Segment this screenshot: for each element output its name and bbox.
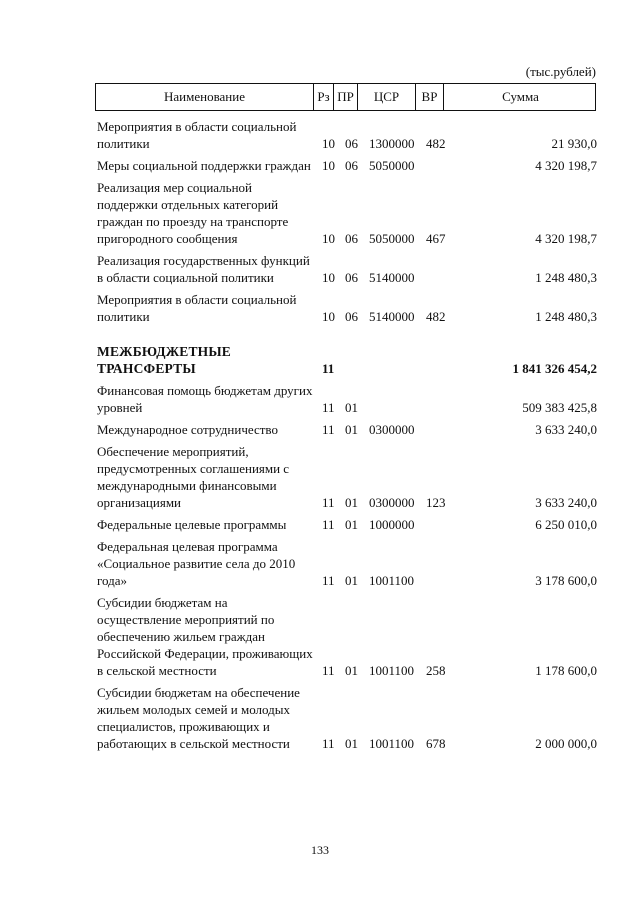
table-row	[97, 421, 597, 438]
row-sum: 509 383 425,8	[522, 400, 597, 415]
unit-label: (тыс.рублей)	[525, 64, 596, 79]
row-name: Субсидии бюджетам на осуществление мероприятий по обеспечению жильем граждан Российской Федерации, проживающих в сельской местности	[97, 595, 313, 678]
header-csr: ЦСР	[358, 84, 416, 110]
row-name: Реализация государственных функций в области социальной политики	[97, 253, 310, 285]
row-rz: 11	[322, 663, 335, 678]
table-row	[97, 443, 597, 511]
row-sum: 4 320 198,7	[535, 231, 597, 246]
row-pr: 06	[345, 231, 358, 246]
row-rz: 11	[322, 422, 335, 437]
row-csr: 5140000	[369, 309, 415, 324]
row-rz: 10	[322, 136, 335, 151]
row-csr: 1000000	[369, 517, 415, 532]
row-sum: 2 000 000,0	[535, 736, 597, 751]
row-rz: 11	[322, 736, 335, 751]
section-title: МЕЖБЮДЖЕТНЫЕ ТРАНСФЕРТЫ	[97, 344, 232, 376]
row-name: Федеральные целевые программы	[97, 517, 287, 532]
row-rz: 11	[322, 517, 335, 532]
row-csr: 1001100	[369, 663, 415, 678]
row-pr: 06	[345, 158, 358, 173]
row-rz: 10	[322, 309, 335, 324]
row-rz: 11	[322, 400, 335, 415]
row-pr: 06	[345, 309, 358, 324]
table-row	[97, 291, 597, 325]
row-sum: 1 248 480,3	[535, 309, 597, 324]
header-vr: ВР	[416, 84, 444, 110]
row-csr: 0300000	[369, 495, 415, 510]
row-csr: 1001100	[369, 736, 415, 751]
row-pr: 01	[345, 422, 358, 437]
row-pr: 06	[345, 136, 358, 151]
table-row	[97, 252, 597, 286]
table-header	[95, 83, 596, 111]
row-vr: 467	[426, 231, 446, 246]
row-sum: 3 633 240,0	[535, 495, 597, 510]
row-vr: 482	[426, 309, 446, 324]
row-vr: 258	[426, 663, 446, 678]
row-csr: 5050000	[369, 158, 415, 173]
row-name: Обеспечение мероприятий, предусмотренных соглашениями с международными финансовыми организациями	[97, 444, 290, 510]
row-vr: 482	[426, 136, 446, 151]
row-csr: 5050000	[369, 231, 415, 246]
row-pr: 01	[345, 736, 358, 751]
row-name: Международное сотрудничество	[97, 422, 278, 437]
table-row	[97, 516, 597, 533]
row-pr: 01	[345, 400, 358, 415]
table-row	[97, 684, 597, 752]
row-rz: 11	[322, 361, 335, 376]
row-name: Реализация мер социальной поддержки отдельных категорий граждан по проезду на транспорте пригородного сообщения	[97, 180, 289, 246]
row-name: Меры социальной поддержки граждан	[97, 158, 311, 173]
table-row	[97, 538, 597, 589]
row-pr: 06	[345, 270, 358, 285]
row-rz: 10	[322, 231, 335, 246]
row-name: Финансовая помощь бюджетам других уровней	[97, 383, 313, 415]
row-pr: 01	[345, 517, 358, 532]
header-pr: ПР	[334, 84, 358, 110]
row-pr: 01	[345, 495, 358, 510]
row-rz: 10	[322, 270, 335, 285]
row-sum: 1 248 480,3	[535, 270, 597, 285]
header-rz: Рз	[314, 84, 334, 110]
row-name: Мероприятия в области социальной политики	[97, 292, 297, 324]
row-rz: 11	[322, 573, 335, 588]
row-csr: 5140000	[369, 270, 415, 285]
section-total: 1 841 326 454,2	[512, 361, 597, 376]
row-sum: 3 178 600,0	[535, 573, 597, 588]
table-body	[97, 118, 597, 757]
row-sum: 3 633 240,0	[535, 422, 597, 437]
row-name: Федеральная целевая программа «Социальное развитие села до 2010 года»	[97, 539, 296, 588]
row-csr: 1001100	[369, 573, 415, 588]
row-sum: 6 250 010,0	[535, 517, 597, 532]
section-row	[97, 343, 597, 377]
table-row	[97, 594, 597, 679]
row-sum: 4 320 198,7	[535, 158, 597, 173]
row-pr: 01	[345, 573, 358, 588]
table-row	[97, 118, 597, 152]
row-sum: 1 178 600,0	[535, 663, 597, 678]
row-vr: 123	[426, 495, 446, 510]
row-pr: 01	[345, 663, 358, 678]
row-rz: 11	[322, 495, 335, 510]
row-rz: 10	[322, 158, 335, 173]
table-row	[97, 382, 597, 416]
header-name: Наименование	[96, 84, 314, 110]
header-sum: Сумма	[502, 89, 539, 104]
page-number: 133	[311, 843, 329, 857]
table-row	[97, 157, 597, 174]
row-sum: 21 930,0	[551, 136, 597, 151]
row-vr: 678	[426, 736, 446, 751]
row-csr: 0300000	[369, 422, 415, 437]
table-row	[97, 179, 597, 247]
row-name: Субсидии бюджетам на обеспечение жильем молодых семей и молодых специалистов, проживающих и работающих в сельской местности	[97, 685, 300, 751]
row-csr: 1300000	[369, 136, 415, 151]
row-name: Мероприятия в области социальной политики	[97, 119, 297, 151]
